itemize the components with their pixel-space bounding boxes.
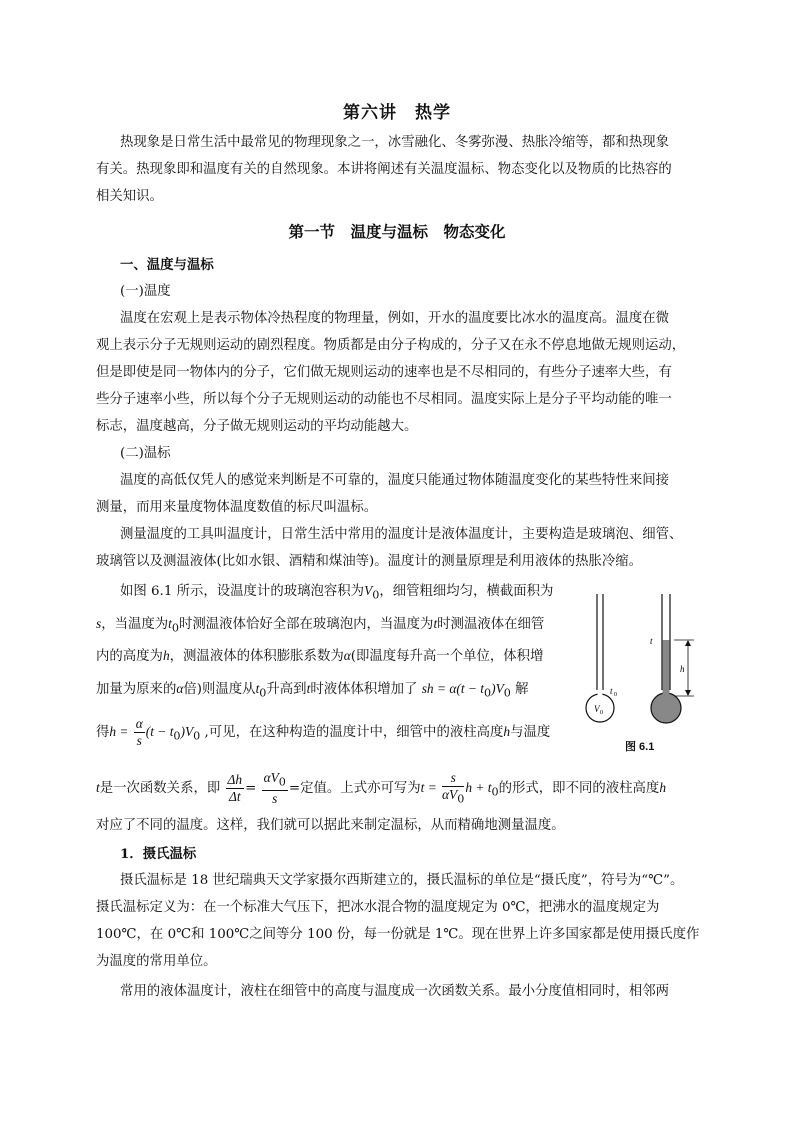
intro-line-2: 有关。热现象即和温度有关的自然现象。本讲将阐述有关温度温标、物态变化以及物质的比热容的 <box>96 162 672 177</box>
section-title: 第一节 温度与温标 物态变化 <box>288 222 506 241</box>
heading-celsius: 1．摄氏温标 <box>120 846 197 862</box>
celsius-para-line: 100℃，在 0℃和 100℃之间等分 100 份，每一份就是 1℃。现在世界上许多国家都是使用摄氏度作 <box>96 927 700 942</box>
label-h: h <box>680 664 685 674</box>
fig-para-line-3: 内的高度为h，测温液体的体积膨胀系数为α(即温度每升高一个单位，体积增 <box>96 648 544 664</box>
fig-para-line-4: 加量为原来的α倍)则温度从$t_0$升高到t时液体体积增加了 sh = $\alpha(t - t_0)V_0$ 解 <box>96 681 529 700</box>
thermo-para-line: 玻璃管以及测温液体(比如水银、酒精和煤油等)。温度计的测量原理是利用液体的热胀冷缩。 <box>96 554 643 569</box>
subheading-temperature: (一)温度 <box>120 284 171 299</box>
bulb-empty <box>586 694 614 722</box>
thermometer-right <box>651 594 681 723</box>
fig-para-line-1: 如图 6.1 所示，设温度计的玻璃泡容积为$V_0$，细管粗细均匀，横截面积为 <box>120 583 554 602</box>
thermometer-figure <box>578 588 708 728</box>
fig-para-line-2: s，当温度为$t_0$时测温液体恰好全部在玻璃泡内，当温度为t时测温液体在细管 <box>96 616 545 635</box>
label-V0: V <box>594 704 600 714</box>
last-para-line: 常用的液体温度计，液柱在细管中的高度与温度成一次函数关系。最小分度值相同时，相邻两 <box>120 984 670 999</box>
temp-para-line: 温度在宏观上是表示物体冷热程度的物理量，例如，开水的温度要比冰水的温度高。温度在微 <box>120 311 670 326</box>
fig-para-line-5: 得h = $\frac{\alpha}{s}$ $(t - t_0)V_0$ ,可见，在这种构造的温度计中，细管中的液柱高度h与温度 <box>96 716 551 748</box>
liquid-column <box>663 640 670 696</box>
fraction-aV0-s: $\frac{\alpha V_0}{s}$ <box>263 770 286 806</box>
figure-caption: 图 6.1 <box>625 741 655 753</box>
thermo-para-line: 测量温度的工具叫温度计，日常生活中常用的温度计是液体温度计，主要构造是玻璃泡、细管、 <box>120 527 683 542</box>
label-t0-sub: 0 <box>614 692 617 698</box>
fraction-s-aV0: $\frac{s}{\alpha V_0}$ <box>442 770 465 806</box>
label-t0: t <box>610 686 613 696</box>
scale-para-line: 测量，而用来量度物体温度数值的标尺叫温标。 <box>96 500 378 515</box>
temp-para-line: 标志，温度越高，分子做无规则运动的平均动能越大。 <box>96 419 418 434</box>
scale-para-line: 温度的高低仅凭人的感觉来判断是不可靠的，温度只能通过物体随温度变化的某些特性来间接 <box>120 473 670 488</box>
subheading-scale: (二)温标 <box>120 446 171 461</box>
label-V0-sub: 0 <box>600 710 603 716</box>
lecture-title: 第六讲 热学 <box>343 103 451 123</box>
fig-para-line-7: 对应了不同的温度。这样，我们就可以据此来制定温标，从而精确地测量温度。 <box>96 818 565 833</box>
temp-para-line: 但是即使是同一物体内的分子，它们做无规则运动的速率也是不尽相同的，有些分子速率大些，有 <box>96 365 672 380</box>
celsius-para-line: 摄氏温标是 18 世纪瑞典天文学家摄尔西斯建立的，摄氏温标的单位是“摄氏度”，符号为“℃”。 <box>120 873 684 888</box>
temp-para-line: 些分子速率小些，所以每个分子无规则运动的动能也不尽相同。温度实际上是分子平均动能的唯一 <box>96 392 672 407</box>
intro-line-1: 热现象是日常生活中最常见的物理现象之一，冰雪融化、冬雾弥漫、热胀冷缩等，都和热现象 <box>120 135 670 150</box>
fraction-dh-dt: $\frac{\Delta h}{\Delta t}$ <box>227 771 243 804</box>
celsius-para-line: 摄氏温标定义为：在一个标准大气压下，把冰水混合物的温度规定为 0℃，把沸水的温度规定为 <box>96 900 660 915</box>
label-t: t <box>650 636 653 646</box>
fig-para-line-6: t是一次函数关系，即 $\frac{\Delta h}{\Delta t}$ = $\frac{\alpha V_0}{s}$ =定值。上式亦可写为t = $\frac{s}{\alpha V_0}$ $h + t_0$的形式，即不同的液柱高度h <box>96 770 667 806</box>
temp-para-line: 观上表示分子无规则运动的剧烈程度。物质都是由分子构成的，分子又在永不停息地做无规则运动， <box>96 338 686 353</box>
celsius-para-line: 为温度的常用单位。 <box>96 954 217 969</box>
thermometer-left <box>586 594 614 722</box>
heading-temperature-scale: 一、温度与温标 <box>120 257 214 273</box>
fraction-alpha-over-s: $\frac{\alpha}{s}$ <box>135 716 143 748</box>
intro-line-3: 相关知识。 <box>96 189 163 204</box>
